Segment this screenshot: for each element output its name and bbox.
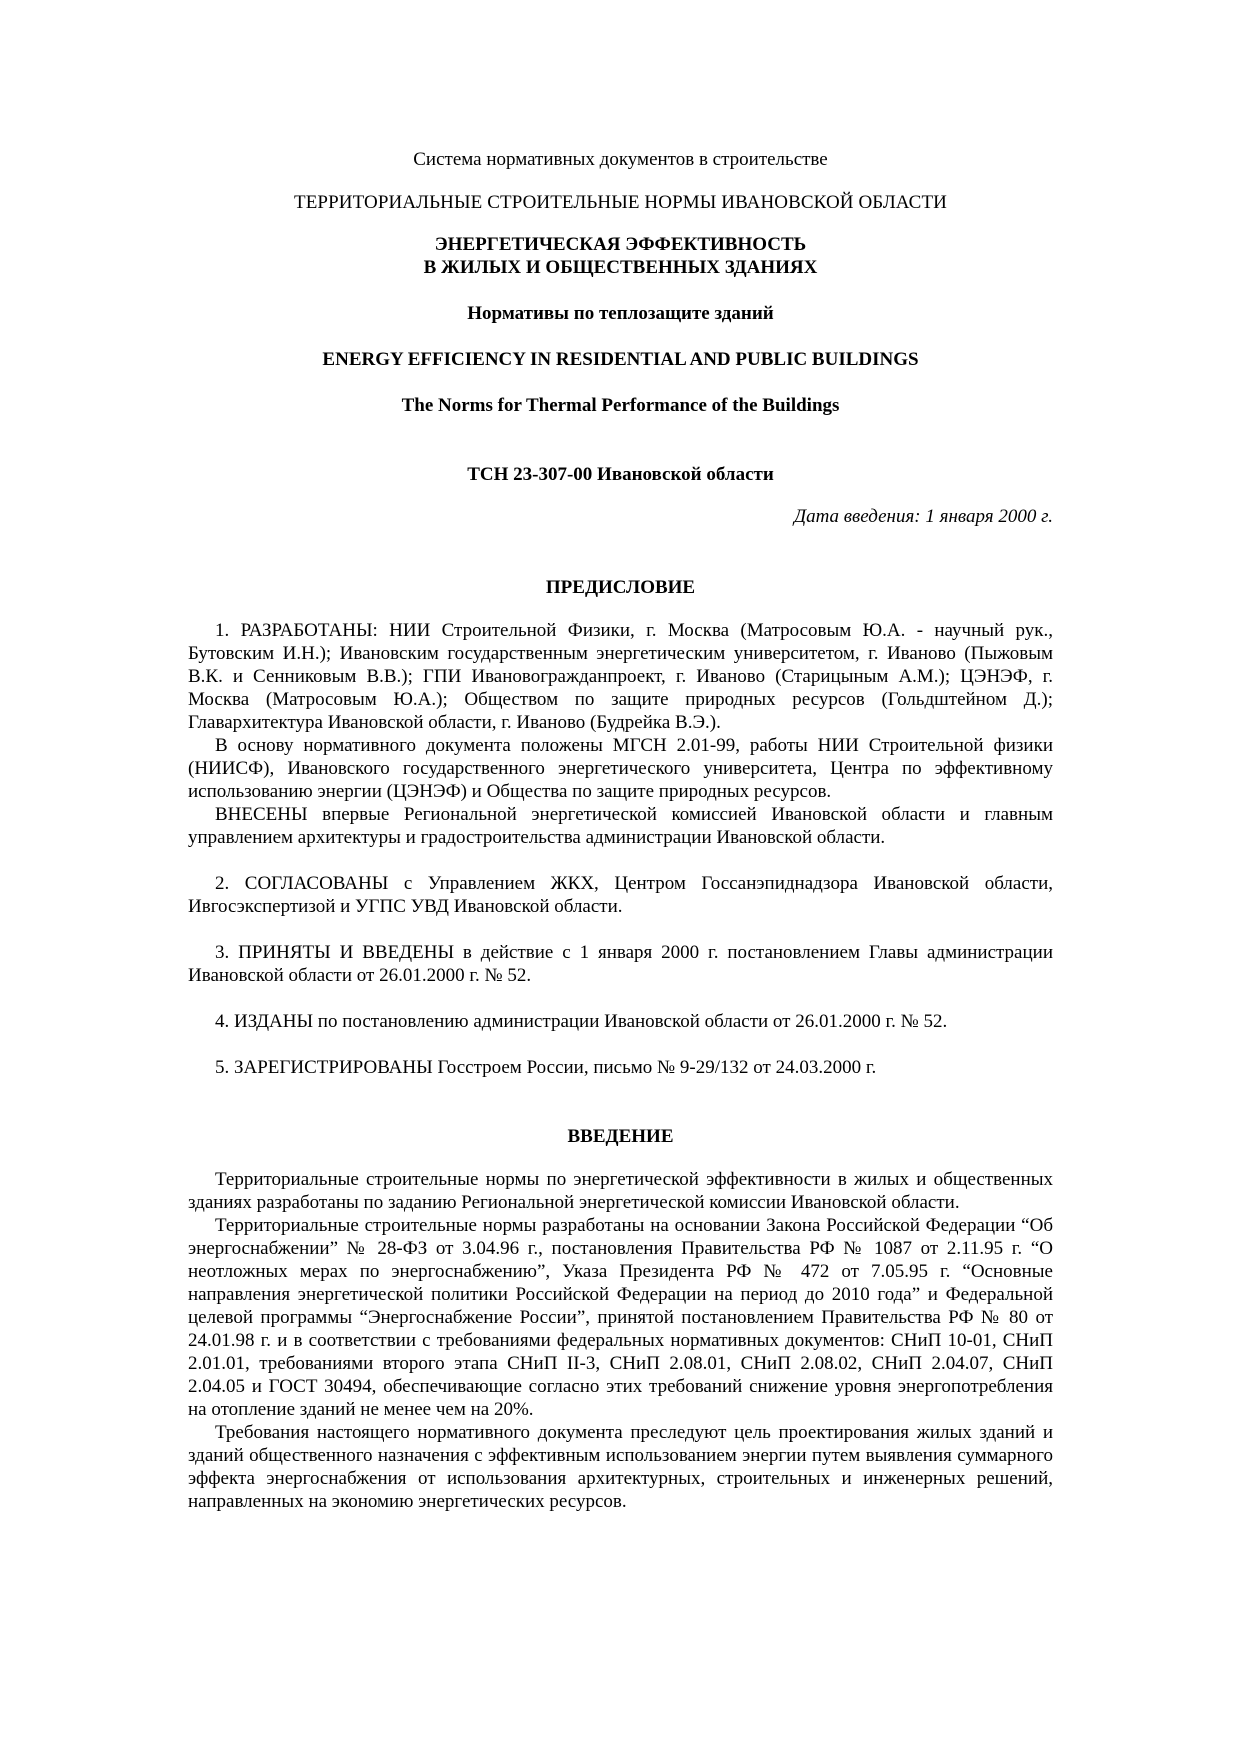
main-title	[188, 233, 1053, 279]
system-line: Система нормативных документов в строительстве	[413, 149, 828, 170]
foreword-item2: 2. СОГЛАСОВАНЫ с Управлением ЖКХ, Центром Госсанэпиднадзора Ивановской области, Ивгосэкспертизой и УГПС УВД Ивановской области.	[188, 873, 1053, 917]
document-code: ТСН 23-307-00 Ивановской области	[467, 464, 774, 485]
effective-date: Дата введения: 1 января 2000 г.	[794, 506, 1053, 527]
introduction-paragraph-3: Требования настоящего нормативного документа преследуют цель проектирования жилых зданий и зданий общественного назначения с эффективным использованием энергии путем выявления суммарного эффекта энергоснабжения от использования архитектурных, строительных и инженерных решений, направленных на экономию энергетических ресурсов.	[188, 1422, 1053, 1512]
foreword-item1-developers: 1. РАЗРАБОТАНЫ: НИИ Строительной Физики, г. Москва (Матросовым Ю.А. - научный рук., Бутовским И.Н.); Ивановским государственным энергетическим университетом, г. Иваново (Пыжовым В.К. и Сенниковым В.В.); ГПИ Ивановогражданпроект, г. Иваново (Старицыным А.М.); ЦЭНЭФ, г. Москва (Матросовым Ю.А.); Обществом по защите природных ресурсов (Гольдштейном Д.); Главархитектура Ивановской области, г. Иваново (Будрейка В.Э.).	[188, 620, 1053, 733]
title-en: ENERGY EFFICIENCY IN RESIDENTIAL AND PUBLIC BUILDINGS	[322, 349, 919, 370]
introduction-section	[188, 1168, 1053, 1513]
subtitle-en: The Norms for Thermal Performance of the Buildings	[401, 395, 840, 416]
subtitle-ru: Нормативы по теплозащите зданий	[467, 303, 774, 324]
main-title-line2: В ЖИЛЫХ И ОБЩЕСТВЕННЫХ ЗДАНИЯХ	[423, 257, 818, 278]
foreword-item1-basis: В основу нормативного документа положены МГСН 2.01-99, работы НИИ Строительной физики (НИИСФ), Ивановского государственного энергетического университета, Центра по эффективному использованию энергии (ЦЭНЭФ) и Общества по защите природных ресурсов.	[188, 735, 1053, 802]
introduction-paragraph-1: Территориальные строительные нормы по энергетической эффективности в жилых и общественных зданиях разработаны по заданию Региональной энергетической комиссии Ивановской области.	[188, 1169, 1053, 1213]
norms-line: ТЕРРИТОРИАЛЬНЫЕ СТРОИТЕЛЬНЫЕ НОРМЫ ИВАНОВСКОЙ ОБЛАСТИ	[294, 192, 947, 213]
foreword-heading: ПРЕДИСЛОВИЕ	[545, 577, 696, 598]
foreword-item1-introduced: ВНЕСЕНЫ впервые Региональной энергетической комиссией Ивановской области и главным управлением архитектуры и градостроительства администрации Ивановской области.	[188, 804, 1053, 848]
foreword-item4: 4. ИЗДАНЫ по постановлению администрации Ивановской области от 26.01.2000 г. № 52.	[215, 1011, 948, 1032]
main-title-line1: ЭНЕРГЕТИЧЕСКАЯ ЭФФЕКТИВНОСТЬ	[434, 234, 807, 255]
foreword-item3: 3. ПРИНЯТЫ И ВВЕДЕНЫ в действие с 1 января 2000 г. постановлением Главы администрации Ивановской области от 26.01.2000 г. № 52.	[188, 942, 1053, 986]
foreword-section	[188, 619, 1053, 1079]
document-body	[188, 148, 1053, 1513]
introduction-heading: ВВЕДЕНИЕ	[567, 1126, 674, 1147]
introduction-paragraph-2: Территориальные строительные нормы разработаны на основании Закона Российской Федерации “Об энергоснабжении” № 28-ФЗ от 3.04.96 г., постановления Правительства РФ № 1087 от 2.11.95 г. “О неотложных мерах по энергоснабжению”, Указа Президента РФ № 472 от 7.05.95 г. “Основные направления энергетической политики Российской Федерации на период до 2010 года” и Федеральной целевой программы “Энергоснабжение России”, принятой постановлением Правительства РФ № 80 от 24.01.98 г. и в соответствии с требованиями федеральных нормативных документов: СНиП 10-01, СНиП 2.01.01, требованиями второго этапа СНиП II-3, СНиП 2.08.01, СНиП 2.08.02, СНиП 2.04.07, СНиП 2.04.05 и ГОСТ 30494, обеспечивающие согласно этих требований снижение уровня энергопотребления на отопление зданий не менее чем на 20%.	[188, 1215, 1053, 1420]
foreword-item5: 5. ЗАРЕГИСТРИРОВАНЫ Госстроем России, письмо № 9-29/132 от 24.03.2000 г.	[215, 1057, 877, 1078]
